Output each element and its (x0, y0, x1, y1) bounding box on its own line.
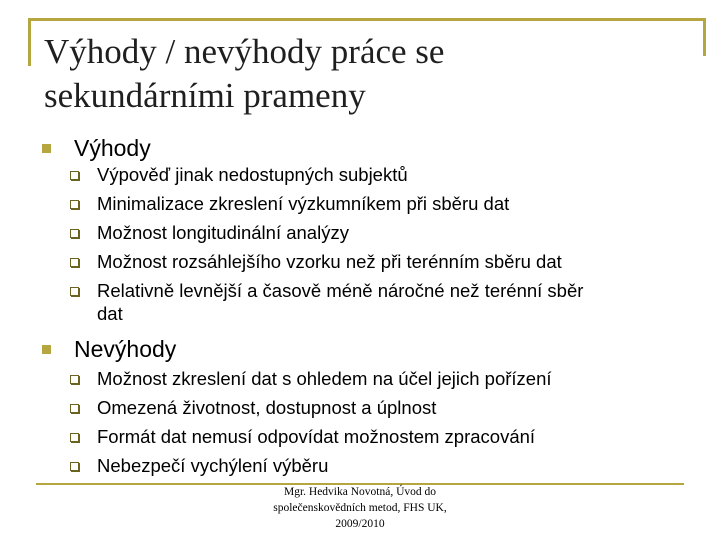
frame-right-line (703, 18, 706, 56)
footer-line: společenskovědních metod, FHS UK, (273, 502, 447, 514)
list-item (70, 247, 690, 276)
list-item (70, 189, 690, 218)
list-item-text: Nebezpečí vychýlení výběru (97, 455, 329, 476)
list-item (70, 160, 690, 189)
list-item-text: Omezená životnost, dostupnost a úplnost (97, 397, 437, 418)
list-item-text: Možnost longitudinální analýzy (97, 222, 349, 243)
checkbox-bullet-icon (70, 258, 79, 267)
footer-line: Mgr. Hedvika Novotná, Úvod do (283, 486, 437, 498)
checkbox-bullet-icon (70, 462, 79, 471)
list-item (70, 218, 690, 247)
list-item-text: Minimalizace zkreslení výzkumníkem při sběru dat (97, 193, 510, 214)
list-item (70, 451, 690, 480)
list-item (70, 393, 690, 422)
checkbox-bullet-icon (70, 229, 79, 238)
checkbox-bullet-icon (70, 171, 79, 180)
checkbox-bullet-icon (70, 433, 79, 442)
slide-title: Výhody / nevýhody práce se sekundárními prameny (44, 32, 445, 115)
checkbox-bullet-icon (70, 287, 79, 296)
list-item-text: Možnost zkreslení dat s ohledem na účel jejich pořízení (97, 368, 552, 389)
section-heading: Nevýhody (74, 336, 177, 362)
list-item-continuation: dat (97, 303, 123, 324)
advantages-list (70, 160, 690, 326)
square-bullet-icon (42, 345, 51, 354)
disadvantages-list (70, 364, 690, 480)
list-item-text: Možnost rozsáhlejšího vzorku než při terénním sběru dat (97, 251, 562, 272)
checkbox-bullet-icon (70, 375, 79, 384)
list-item (70, 364, 690, 393)
slide-footer (240, 484, 480, 532)
list-item-text: Relativně levnější a časově méně náročné než terénní sběr (97, 280, 584, 301)
square-bullet-icon (42, 144, 51, 153)
list-item-text: Výpověď jinak nedostupných subjektů (97, 164, 408, 185)
footer-line: 2009/2010 (335, 518, 385, 530)
frame-top-line (28, 18, 706, 21)
list-item (70, 276, 690, 326)
checkbox-bullet-icon (70, 200, 79, 209)
section-heading: Výhody (74, 135, 151, 161)
list-item-text: Formát dat nemusí odpovídat možnostem zpracování (97, 426, 536, 447)
checkbox-bullet-icon (70, 404, 79, 413)
frame-left-line (28, 18, 31, 66)
list-item (70, 422, 690, 451)
